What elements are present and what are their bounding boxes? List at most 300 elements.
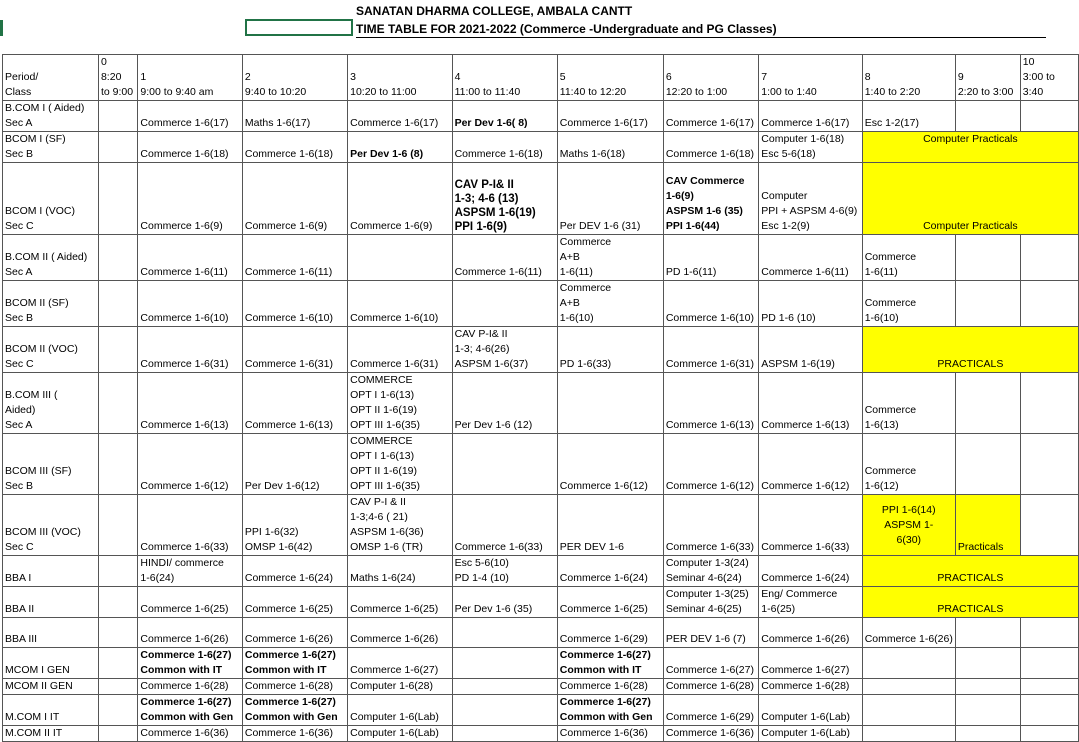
cell-text-line: Commerce 1-6(10) [244, 312, 333, 324]
cell-text-line: 1-6(25) [761, 603, 796, 615]
period-cell[interactable] [1020, 695, 1078, 726]
cell-text-line: Sec A [5, 117, 33, 129]
cell-text-line: Commerce 1-6(28) [244, 680, 333, 692]
period-header-cell[interactable] [138, 55, 242, 101]
cell-text-line: ASPSM 1- [884, 518, 934, 531]
cell-text-line: Esc 1-2(17) [864, 117, 919, 129]
cell-text-line: Per Dev 1-6(12) [244, 480, 320, 492]
period-cell[interactable] [862, 434, 955, 495]
period-cell[interactable] [663, 695, 758, 726]
period-cell[interactable] [557, 132, 663, 163]
cell-text-line: BBA III [5, 633, 38, 645]
period-cell[interactable] [955, 235, 1020, 281]
period-cell[interactable] [955, 648, 1020, 679]
period-cell[interactable] [759, 648, 862, 679]
class-name-cell[interactable] [3, 695, 99, 726]
cell-text-line: CAV P-I& II [454, 179, 514, 191]
cell-text-line: A+B [559, 251, 580, 263]
period-cell[interactable] [452, 648, 557, 679]
cell-text-line: Commerce [864, 251, 917, 263]
cell-text-line: Commerce 1-6(27) [559, 696, 651, 708]
period-cell[interactable] [242, 327, 347, 373]
period-number: 7 [761, 71, 768, 83]
period-cell[interactable] [862, 679, 955, 695]
cell-text-line: Commerce 1-6(13) [244, 419, 333, 431]
period-cell[interactable] [557, 679, 663, 695]
period-cell[interactable] [663, 327, 758, 373]
period-header-cell[interactable] [452, 55, 557, 101]
class-name-cell[interactable] [3, 235, 99, 281]
period-cell[interactable] [98, 679, 137, 695]
college-title: SANATAN DHARMA COLLEGE, AMBALA CANTT [356, 4, 633, 18]
cell-text-line: COMMERCE [350, 374, 413, 386]
period-cell[interactable] [452, 163, 557, 235]
period-time: to 9:00 [100, 86, 134, 98]
cell-text-line: Commerce 1-6(24) [559, 572, 648, 584]
period-cell[interactable] [759, 101, 862, 132]
period-cell[interactable] [138, 495, 242, 556]
period-cell[interactable] [98, 587, 137, 618]
period-cell[interactable] [242, 648, 347, 679]
timetable-row [3, 281, 1079, 327]
class-name-cell[interactable] [3, 648, 99, 679]
period-cell[interactable] [862, 618, 955, 648]
period-cell[interactable] [862, 373, 955, 434]
period-cell[interactable] [1020, 726, 1078, 742]
period-cell[interactable] [557, 495, 663, 556]
cell-text-line: PD 1-4 (10) [454, 572, 509, 584]
period-cell[interactable] [663, 587, 758, 618]
period-cell[interactable] [138, 726, 242, 742]
class-name-cell[interactable] [3, 373, 99, 434]
period-cell[interactable] [557, 587, 663, 618]
cell-text-line: Commerce 1-6(31) [244, 358, 333, 370]
cell-text-line: Commerce 1-6(10) [665, 312, 754, 324]
period-cell[interactable] [1020, 495, 1078, 556]
cell-text-line: OPT III 1-6(35) [350, 419, 420, 431]
class-name-cell[interactable] [3, 726, 99, 742]
period-cell[interactable] [98, 327, 137, 373]
period-cell[interactable] [348, 132, 452, 163]
cell-text-line: Sec C [5, 220, 34, 232]
cell-text-line: PD 1-6 (10) [761, 312, 816, 324]
period-cell[interactable] [348, 648, 452, 679]
period-cell[interactable] [759, 281, 862, 327]
period-cell[interactable] [557, 327, 663, 373]
cell-text-line: Commerce 1-6(12) [665, 480, 754, 492]
period-cell[interactable] [138, 618, 242, 648]
cell-text-line: BCOM I (VOC) [5, 205, 75, 217]
cell-text-line: Commerce 1-6(31) [350, 358, 439, 370]
period-cell[interactable] [98, 281, 137, 327]
period-cell[interactable] [862, 695, 955, 726]
timetable-row [3, 618, 1079, 648]
cell-text-line: Commerce 1-6(25) [140, 603, 229, 615]
period-cell[interactable] [1020, 618, 1078, 648]
cell-text-line: Computer 1-6(28) [350, 680, 433, 692]
period-cell[interactable] [663, 373, 758, 434]
period-cell[interactable] [348, 327, 452, 373]
cell-text-line: Sec C [5, 358, 34, 370]
period-cell[interactable] [138, 132, 242, 163]
period-cell[interactable] [242, 587, 347, 618]
period-cell[interactable] [452, 434, 557, 495]
period-cell[interactable] [1020, 281, 1078, 327]
period-header-cell[interactable] [862, 55, 955, 101]
cell-text-line: 6(30) [896, 533, 922, 546]
period-cell[interactable] [452, 373, 557, 434]
cell-text-line: B.COM I ( Aided) [5, 102, 85, 114]
period-cell[interactable] [862, 495, 955, 556]
period-cell[interactable] [242, 556, 347, 587]
cell-text-line: Commerce 1-6(36) [559, 727, 648, 739]
class-name-cell[interactable] [3, 587, 99, 618]
period-cell[interactable] [557, 695, 663, 726]
period-cell[interactable] [138, 434, 242, 495]
period-cell[interactable] [348, 373, 452, 434]
period-cell[interactable] [862, 101, 955, 132]
period-number: 6 [665, 71, 672, 83]
cell-text-line: 1-3;4-6 ( 21) [350, 511, 408, 523]
period-cell[interactable] [663, 434, 758, 495]
class-name-cell[interactable] [3, 281, 99, 327]
period-cell[interactable] [138, 556, 242, 587]
period-cell[interactable] [955, 695, 1020, 726]
period-cell[interactable] [138, 587, 242, 618]
period-cell[interactable] [557, 648, 663, 679]
period-cell[interactable] [452, 495, 557, 556]
period-cell[interactable] [98, 695, 137, 726]
cell-text-line: Computer 1-3(24) [665, 557, 749, 569]
cell-text-line: Commerce 1-6(18) [140, 148, 229, 160]
cell-text-line: 1-3; 4-6(26) [454, 343, 510, 355]
cell-text-line: Commerce 1-6(24) [244, 572, 333, 584]
period-time: 1:40 to 2:20 [864, 86, 921, 98]
period-cell[interactable] [1020, 679, 1078, 695]
period-cell[interactable] [242, 101, 347, 132]
cell-text-line: Sec B [5, 148, 34, 160]
period-cell[interactable] [663, 726, 758, 742]
cell-text-line: Practicals [957, 541, 1004, 553]
class-name-cell[interactable] [3, 679, 99, 695]
period-cell[interactable] [98, 648, 137, 679]
cell-text-line: BBA II [5, 603, 35, 615]
title-underline [356, 37, 1046, 38]
period-cell[interactable] [98, 434, 137, 495]
period-cell[interactable] [1020, 648, 1078, 679]
period-cell[interactable] [663, 618, 758, 648]
period-cell[interactable] [138, 101, 242, 132]
period-cell[interactable] [955, 373, 1020, 434]
period-cell[interactable] [242, 679, 347, 695]
period-cell[interactable] [242, 434, 347, 495]
period-cell[interactable] [1020, 101, 1078, 132]
cell-text-line: Commerce 1-6(9) [244, 220, 328, 232]
period-cell[interactable] [663, 679, 758, 695]
cell-text-line: ASPSM 1-6(36) [350, 526, 424, 538]
period-time: 11:00 to 11:40 [454, 86, 521, 98]
cell-text-line: OPT III 1-6(35) [350, 480, 420, 492]
period-number: 10 [1022, 56, 1035, 68]
cell-text-line: Maths 1-6(17) [244, 117, 311, 129]
period-cell[interactable] [452, 327, 557, 373]
class-name-cell[interactable] [3, 618, 99, 648]
practicals-block[interactable] [862, 132, 1078, 163]
cell-text-line: Commerce 1-6(25) [244, 603, 333, 615]
practicals-block[interactable] [862, 587, 1078, 618]
timetable-row [3, 556, 1079, 587]
cell-text-line: Sec A [5, 266, 33, 278]
cell-text-line: CAV Commerce [665, 175, 745, 187]
period-cell[interactable] [452, 618, 557, 648]
period-cell[interactable] [98, 101, 137, 132]
period-cell[interactable] [557, 235, 663, 281]
period-cell[interactable] [557, 281, 663, 327]
period-cell[interactable] [452, 281, 557, 327]
period-cell[interactable] [242, 163, 347, 235]
period-cell[interactable] [557, 373, 663, 434]
period-header-cell[interactable] [1020, 55, 1078, 101]
period-cell[interactable] [138, 695, 242, 726]
period-cell[interactable] [557, 556, 663, 587]
class-name-cell[interactable] [3, 163, 99, 235]
period-cell[interactable] [1020, 235, 1078, 281]
cell-text-line: Commerce 1-6(18) [244, 148, 333, 160]
class-name-cell[interactable] [3, 101, 99, 132]
period-cell[interactable] [242, 618, 347, 648]
class-name-cell[interactable] [3, 495, 99, 556]
cell-text-line: Commerce 1-6(26) [350, 633, 439, 645]
period-cell[interactable] [663, 235, 758, 281]
period-cell[interactable] [138, 235, 242, 281]
period-cell[interactable] [452, 679, 557, 695]
cell-text-line: MCOM I GEN [5, 664, 70, 676]
period-cell[interactable] [98, 556, 137, 587]
period-cell[interactable] [98, 618, 137, 648]
period-cell[interactable] [759, 695, 862, 726]
cell-text-line: Commerce 1-6(27) [140, 649, 232, 661]
cell-text-line: Commerce 1-6(28) [559, 680, 648, 692]
period-cell[interactable] [663, 281, 758, 327]
cell-text-line: Commerce 1-6(27) [665, 664, 754, 676]
practicals-block[interactable] [862, 556, 1078, 587]
practicals-block[interactable] [862, 327, 1078, 373]
period-cell[interactable] [862, 235, 955, 281]
cell-text-line: Commerce 1-6(13) [140, 419, 229, 431]
period-cell[interactable] [663, 163, 758, 235]
period-cell[interactable] [452, 726, 557, 742]
period-cell[interactable] [242, 726, 347, 742]
period-cell[interactable] [452, 235, 557, 281]
period-cell[interactable] [348, 726, 452, 742]
period-cell[interactable] [242, 495, 347, 556]
period-cell[interactable] [348, 235, 452, 281]
period-cell[interactable] [759, 163, 862, 235]
cell-text-line: Commerce 1-6(11) [244, 266, 333, 278]
practicals-label: Computer Practicals [923, 133, 1018, 145]
period-header-cell[interactable] [348, 55, 452, 101]
cell-text-line: Commerce 1-6(9) [350, 220, 433, 232]
period-cell[interactable] [452, 587, 557, 618]
cell-text-line: ASPSM 1-6 (35) [665, 205, 743, 217]
period-cell[interactable] [348, 495, 452, 556]
cell-text-line: Commerce [864, 404, 917, 416]
period-cell[interactable] [955, 434, 1020, 495]
period-header-cell[interactable] [557, 55, 663, 101]
period-cell[interactable] [663, 648, 758, 679]
cell-text-line: ASPSM 1-6(19) [454, 207, 536, 219]
class-name-cell[interactable] [3, 132, 99, 163]
period-cell[interactable] [955, 495, 1020, 556]
period-cell[interactable] [452, 556, 557, 587]
period-cell[interactable] [663, 132, 758, 163]
cell-text-line: Commerce 1-6(36) [140, 727, 229, 739]
period-cell[interactable] [759, 434, 862, 495]
period-cell[interactable] [242, 235, 347, 281]
period-cell[interactable] [98, 373, 137, 434]
period-time: 2:20 to 3:00 [957, 86, 1014, 98]
period-cell[interactable] [242, 132, 347, 163]
cell-text-line: Commerce 1-6(10) [350, 312, 439, 324]
period-cell[interactable] [348, 556, 452, 587]
period-cell[interactable] [138, 327, 242, 373]
period-cell[interactable] [557, 163, 663, 235]
period-cell[interactable] [759, 495, 862, 556]
period-cell[interactable] [1020, 434, 1078, 495]
period-cell[interactable] [759, 726, 862, 742]
cell-text-line: Commerce 1-6(18) [454, 148, 543, 160]
period-cell[interactable] [98, 235, 137, 281]
period-cell[interactable] [663, 495, 758, 556]
period-time: 9:40 to 10:20 [244, 86, 307, 98]
period-cell[interactable] [759, 587, 862, 618]
cell-text-line: Per Dev 1-6 (35) [454, 603, 533, 615]
cell-text-line: OMSP 1-6(42) [244, 541, 313, 553]
period-cell[interactable] [955, 679, 1020, 695]
cell-text-line: Commerce 1-6(29) [665, 711, 754, 723]
period-cell[interactable] [348, 281, 452, 327]
period-cell[interactable] [348, 618, 452, 648]
period-cell[interactable] [138, 373, 242, 434]
period-number: 9 [957, 71, 964, 83]
period-cell[interactable] [348, 434, 452, 495]
period-cell[interactable] [348, 163, 452, 235]
cell-text-line: Per Dev 1-6( 8) [454, 117, 528, 129]
selected-cell[interactable] [245, 19, 353, 36]
cell-text-line: Commerce 1-6(17) [665, 117, 754, 129]
period-cell[interactable] [862, 281, 955, 327]
class-header-cell[interactable] [3, 55, 99, 101]
period-cell[interactable] [862, 726, 955, 742]
cell-text-line: PD 1-6(11) [665, 266, 717, 278]
period-cell[interactable] [955, 618, 1020, 648]
cell-text-line: Commerce 1-6(11) [140, 266, 228, 278]
timetable-row [3, 373, 1079, 434]
period-cell[interactable] [759, 373, 862, 434]
period-cell[interactable] [759, 132, 862, 163]
practicals-label: Computer Practicals [923, 220, 1018, 232]
cell-text-line: OPT II 1-6(19) [350, 404, 418, 416]
period-cell[interactable] [348, 679, 452, 695]
period-cell[interactable] [955, 726, 1020, 742]
period-cell[interactable] [759, 556, 862, 587]
cell-text-line: OPT II 1-6(19) [350, 465, 418, 477]
period-cell[interactable] [955, 281, 1020, 327]
practicals-block[interactable] [862, 163, 1078, 235]
period-cell[interactable] [98, 163, 137, 235]
cell-text-line: B.COM III ( [5, 389, 58, 401]
period-cell[interactable] [1020, 373, 1078, 434]
class-name-cell[interactable] [3, 556, 99, 587]
period-cell[interactable] [452, 101, 557, 132]
period-time: 3:00 to [1022, 71, 1055, 83]
period-cell[interactable] [452, 132, 557, 163]
cell-text-line: Commerce 1-6(13) [665, 419, 754, 431]
class-name-cell[interactable] [3, 327, 99, 373]
period-cell[interactable] [759, 618, 862, 648]
cell-text-line: Commerce 1-6(13) [761, 419, 850, 431]
period-cell[interactable] [557, 101, 663, 132]
period-cell[interactable] [557, 726, 663, 742]
period-time: 9:00 to 9:40 am [140, 86, 214, 98]
period-cell[interactable] [759, 327, 862, 373]
period-cell[interactable] [98, 726, 137, 742]
cell-text-line: Esc 5-6(18) [761, 148, 816, 160]
period-cell[interactable] [138, 163, 242, 235]
period-cell[interactable] [242, 281, 347, 327]
period-cell[interactable] [663, 556, 758, 587]
period-cell[interactable] [348, 695, 452, 726]
period-cell[interactable] [98, 495, 137, 556]
period-cell[interactable] [955, 101, 1020, 132]
timetable-row [3, 495, 1079, 556]
period-cell[interactable] [138, 281, 242, 327]
period-cell[interactable] [138, 679, 242, 695]
cell-text-line: BCOM II (VOC) [5, 343, 78, 355]
cell-text-line: Sec B [5, 312, 34, 324]
cell-text-line: PPI 1-6(14) [881, 503, 936, 516]
timetable-title: TIME TABLE FOR 2021-2022 (Commerce -Undergraduate and PG Classes) [356, 22, 777, 36]
period-cell[interactable] [348, 587, 452, 618]
period-cell[interactable] [862, 648, 955, 679]
period-cell[interactable] [663, 101, 758, 132]
period-cell[interactable] [557, 434, 663, 495]
period-cell[interactable] [98, 132, 137, 163]
class-header-line: Class [5, 86, 32, 98]
row-selection-marker [0, 20, 3, 36]
period-header-cell[interactable] [955, 55, 1020, 101]
period-cell[interactable] [242, 373, 347, 434]
period-cell[interactable] [348, 101, 452, 132]
period-cell[interactable] [759, 235, 862, 281]
period-header-cell[interactable] [759, 55, 862, 101]
period-header-cell[interactable] [98, 55, 137, 101]
class-name-cell[interactable] [3, 434, 99, 495]
period-cell[interactable] [759, 679, 862, 695]
period-cell[interactable] [242, 695, 347, 726]
period-header-cell[interactable] [663, 55, 758, 101]
cell-text-line: B.COM II ( Aided) [5, 251, 88, 263]
timetable-row [3, 648, 1079, 679]
cell-text-line: Commerce 1-6(27) [559, 649, 651, 661]
period-cell[interactable] [138, 648, 242, 679]
period-number: 4 [454, 71, 461, 83]
cell-text-line: Commerce [559, 236, 612, 248]
period-cell[interactable] [557, 618, 663, 648]
cell-text-line: ASPSM 1-6(19) [761, 358, 835, 370]
period-header-cell[interactable] [242, 55, 347, 101]
period-cell[interactable] [452, 695, 557, 726]
